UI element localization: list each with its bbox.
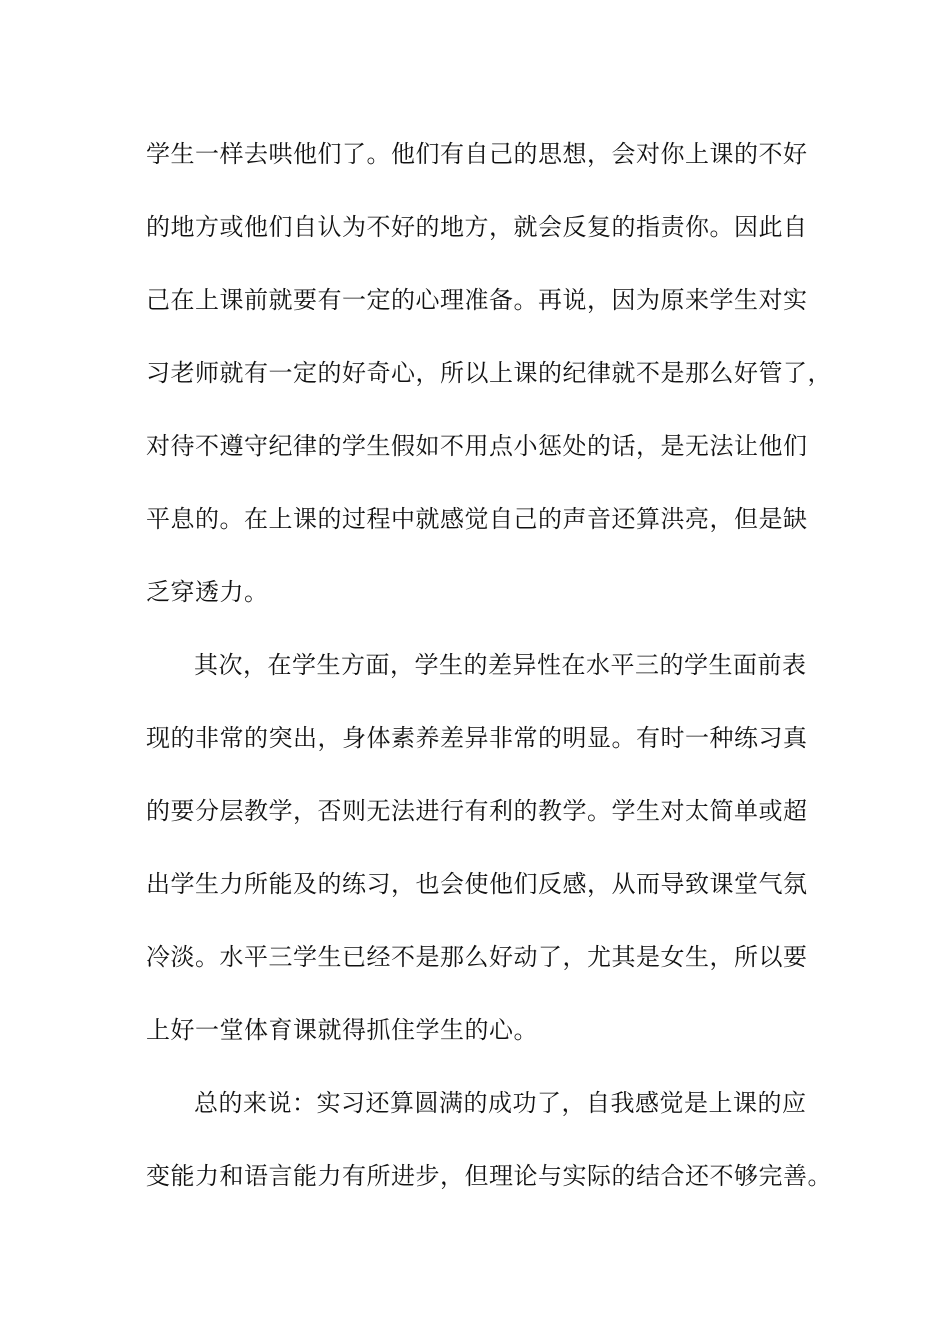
- text-line: 上好一堂体育课就得抓住学生的心。: [146, 1016, 538, 1044]
- text-line: 变能力和语言能力有所进步，但理论与实际的结合还不够完善。: [146, 1162, 832, 1190]
- text-line: 出学生力所能及的练习，也会使他们反感，从而导致课堂气氛: [146, 870, 808, 898]
- text-line: 现的非常的突出，身体素养差异非常的明显。有时一种练习真: [146, 724, 808, 752]
- text-line: 对待不遵守纪律的学生假如不用点小惩处的话，是无法让他们: [146, 432, 808, 460]
- text-line: 的要分层教学，否则无法进行有利的教学。学生对太简单或超: [146, 797, 808, 825]
- text-line: 的地方或他们自认为不好的地方，就会反复的指责你。因此自: [146, 213, 808, 241]
- text-line: 习老师就有一定的好奇心，所以上课的纪律就不是那么好管了，: [146, 359, 832, 387]
- paragraph-start-line: 总的来说：实习还算圆满的成功了，自我感觉是上课的应: [194, 1089, 807, 1117]
- paragraph-start-line: 其次，在学生方面，学生的差异性在水平三的学生面前表: [194, 651, 807, 679]
- text-line: 平息的。在上课的过程中就感觉自己的声音还算洪亮，但是缺: [146, 505, 808, 533]
- text-line: 学生一样去哄他们了。他们有自己的思想，会对你上课的不好: [146, 140, 808, 168]
- text-line: 乏穿透力。: [146, 578, 269, 606]
- text-line: 冷淡。水平三学生已经不是那么好动了，尤其是女生，所以要: [146, 943, 808, 971]
- text-line: 己在上课前就要有一定的心理准备。再说，因为原来学生对实: [146, 286, 808, 314]
- body-text: [146, 130, 832, 1225]
